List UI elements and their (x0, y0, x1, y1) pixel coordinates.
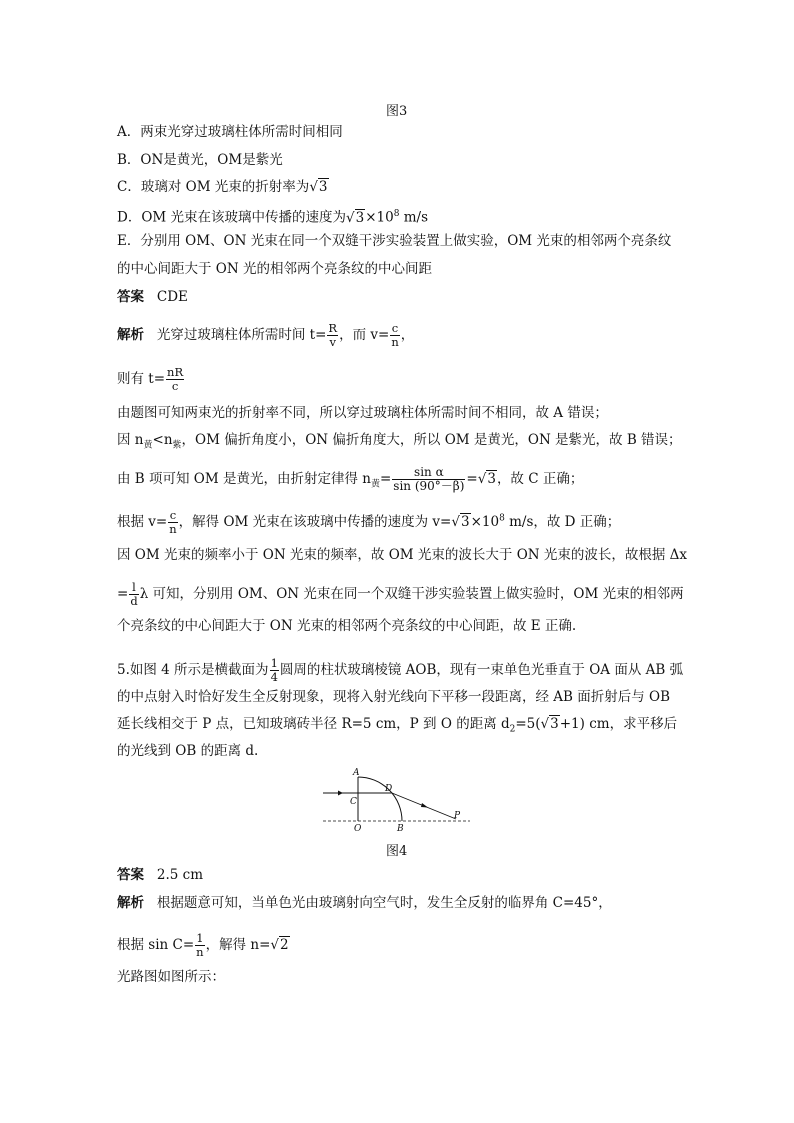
text: =5( (515, 716, 541, 732)
q5-answer (117, 866, 203, 884)
sqrt-3: √3 (309, 179, 328, 195)
exponent: 8 (393, 209, 400, 219)
text: 根据 v= (117, 514, 168, 530)
label-c: C (350, 797, 357, 807)
fraction (392, 466, 465, 493)
text: 因 n (117, 432, 144, 448)
q4-analysis-line-7: 因 OM 光束的频率小于 ON 光束的频率，故 OM 光束的波长大于 ON 光束的波长，故根据 Δx (117, 547, 688, 563)
text: 由 B 项可知 OM 是黄光，由折射定律得 n (117, 471, 371, 487)
fraction (270, 657, 279, 684)
unit: m/s (399, 209, 429, 226)
denominator: d (130, 594, 138, 608)
label-o: O (354, 824, 362, 834)
option-e-line-2: 的中心间距大于 ON 光的相邻两个亮条纹的中心间距 (117, 261, 432, 277)
q5-line-2: 的中点射入时恰好发生全反射现象，现将入射光线向下平移一段距离，经 AB 面折射后与 OB (117, 689, 671, 705)
sqrt-radicand: 3 (318, 179, 328, 195)
sqrt-3: √3 (451, 514, 470, 530)
sqrt-3: √3 (346, 209, 365, 226)
numerator: l (129, 581, 138, 595)
text: = (466, 471, 478, 487)
q5-line-1 (117, 657, 683, 684)
numerator: 1 (196, 931, 204, 945)
refracted-arrow-icon (421, 803, 428, 808)
text: m/s，故 D 正确； (504, 514, 621, 530)
subscript: 黄 (370, 479, 380, 490)
text: 根据题意可知，当单色光由玻璃射向空气时，发生全反射的临界角 C=45°， (156, 895, 612, 911)
label-b: B (397, 824, 404, 834)
answer-label: 答案 (117, 289, 144, 305)
fraction (327, 322, 338, 349)
q5-line-3 (117, 715, 677, 739)
option-b: B．ON是黄光，OM是紫光 (117, 152, 283, 168)
denominator: v (329, 335, 336, 349)
figure-3-caption: 图3 (386, 104, 408, 119)
text: 延长线相交于 P 点，已知玻璃砖半径 R=5 cm，P 到 O 的距离 d (117, 716, 510, 732)
fraction (129, 581, 138, 608)
arc-ab (358, 777, 402, 821)
q4-answer (117, 288, 188, 306)
numerator: R (328, 321, 338, 335)
option-d (117, 205, 428, 227)
q5-line-4: 的光线到 OB 的距离 d. (117, 743, 259, 759)
sqrt-3: √3 (540, 716, 559, 732)
text: 根据 sin C= (117, 937, 195, 953)
sqrt-radicand: 2 (280, 937, 289, 953)
sqrt-radicand: 3 (550, 716, 559, 732)
text: ，故 C 正确； (496, 471, 584, 487)
q5-analysis-line-3: 光路图如图所示： (117, 969, 225, 985)
text: = (117, 586, 129, 602)
denominator: c (171, 379, 179, 393)
option-e-line-1: E．分别用 OM、ON 光束在同一个双缝干涉实验装置上做实验，OM 光束的相邻两个亮条纹 (117, 233, 672, 249)
denominator: n (391, 335, 399, 349)
text: = (379, 471, 392, 487)
q4-analysis-line-4 (117, 431, 682, 455)
text: ×10 (470, 514, 500, 530)
fraction (166, 366, 184, 393)
numerator: 1 (270, 656, 278, 670)
label-a: A (353, 768, 360, 778)
q4-analysis-line-5 (117, 466, 583, 494)
q4-analysis-line-6 (117, 509, 620, 536)
times-ten: ×10 (365, 209, 394, 226)
subscript: 紫 (172, 440, 182, 451)
denominator: n (196, 945, 204, 959)
numerator: c (391, 321, 399, 335)
sqrt-radicand: 3 (487, 471, 496, 487)
option-d-text: D．OM 光束在该玻璃中传播的速度为 (117, 209, 347, 226)
q4-analysis-line-1 (117, 322, 414, 349)
option-a: A．两束光穿过玻璃柱体所需时间相同 (117, 124, 343, 140)
denominator: sin (90°－β) (393, 479, 465, 493)
exponent: 8 (499, 513, 505, 524)
text: ，而 v= (339, 327, 390, 343)
sqrt-radicand: 3 (460, 514, 470, 530)
label-p: P (454, 811, 461, 821)
analysis-label: 解析 (117, 895, 144, 911)
text: λ 可知，分别用 OM、ON 光束在同一个双缝干涉实验装置上做实验时，OM 光束的相邻两 (139, 586, 684, 602)
q4-analysis-line-3: 由题图可知两束光的折射率不同，所以穿过玻璃柱体所需时间不相同，故 A 错误； (117, 405, 608, 421)
answer-value: CDE (156, 289, 188, 305)
answer-value: 2.5 cm (156, 867, 203, 883)
fraction (195, 932, 204, 959)
text: <n (152, 432, 173, 448)
numerator: sin α (392, 466, 465, 480)
numerator: nR (167, 365, 184, 379)
q4-analysis-line-8 (117, 581, 684, 608)
q4-analysis-line-2 (117, 366, 185, 393)
text: 则有 t= (117, 371, 166, 387)
text: ，OM 偏折角度小，ON 偏折角度大，所以 OM 是黄光，ON 是紫光，故 B 错误； (181, 432, 682, 448)
denominator: n (169, 522, 177, 536)
text: ，解得 n= (205, 937, 271, 953)
sqrt-radicand: 3 (355, 209, 365, 226)
q4-analysis-line-9: 个亮条纹的中心间距大于 ON 光束的相邻两个亮条纹的中心间距，故 E 正确. (117, 618, 577, 634)
sqrt-3: √3 (477, 471, 496, 487)
text: ， (400, 327, 415, 343)
fraction (168, 509, 177, 536)
q5-analysis-line-1 (117, 894, 612, 912)
text: 光穿过玻璃柱体所需时间 t= (156, 327, 327, 343)
answer-label: 答案 (117, 867, 144, 883)
text: 5.如图 4 所示是横截面为 (117, 662, 269, 678)
figure-4-diagram (318, 764, 478, 834)
denominator: 4 (270, 670, 278, 684)
ray-arrow-icon (338, 791, 343, 796)
fraction (390, 322, 399, 349)
text: +1) cm，求平移后 (559, 716, 678, 732)
subscript: 2 (509, 724, 516, 735)
option-c (117, 178, 329, 196)
label-d: D (385, 784, 393, 794)
analysis-label: 解析 (117, 327, 144, 343)
numerator: c (169, 508, 177, 522)
subscript: 黄 (143, 440, 153, 451)
option-c-text: C．玻璃对 OM 光束的折射率为 (117, 179, 310, 195)
text: 圆周的柱状玻璃棱镜 AOB，现有一束单色光垂直于 OA 面从 AB 弧 (279, 662, 684, 678)
figure-4-caption: 图4 (386, 844, 408, 859)
sqrt-2: √2 (270, 937, 289, 953)
q5-analysis-line-2 (117, 932, 290, 959)
text: ，解得 OM 光束在该玻璃中传播的速度为 v= (178, 514, 452, 530)
